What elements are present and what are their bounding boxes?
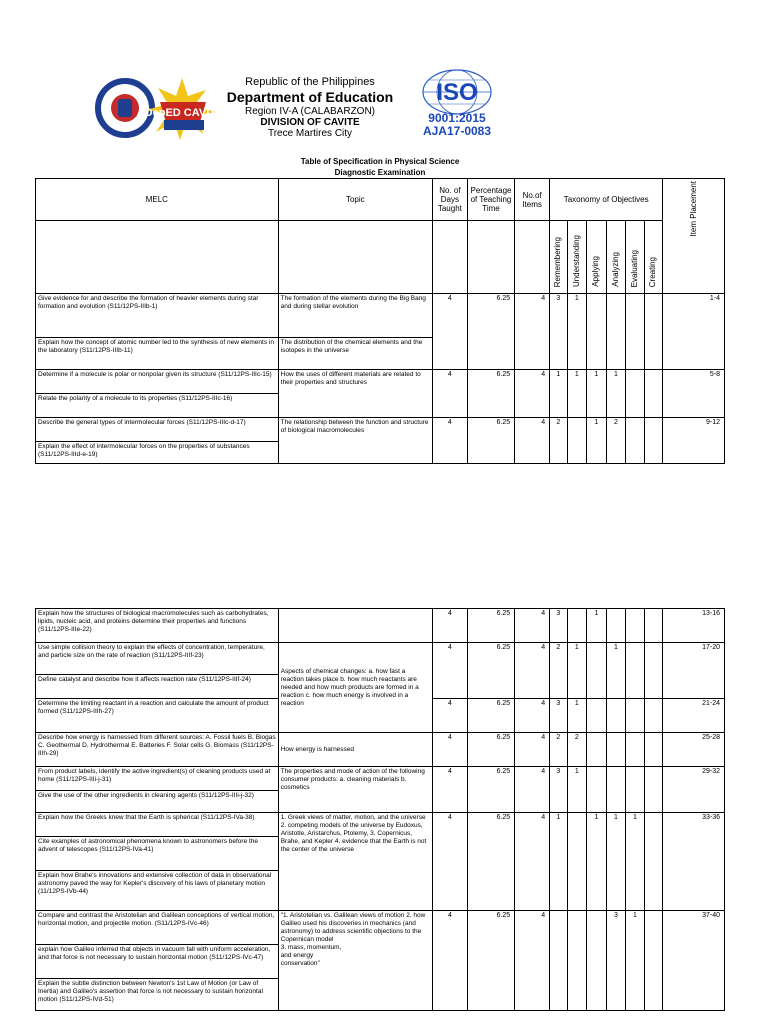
melc-cell: Explain how the concept of atomic number led to the synthesis of new elements in the laboratory (S11/12PS-IIIb-11) [36,338,279,370]
melc-cell: Determine the limiting reactant in a reaction and calculate the amount of product formed (S11/12PS-IIIh-27) [36,699,279,733]
topic-cell [278,609,432,643]
specification-table-1 [35,178,725,464]
melc-cell: Explain how the Greeks knew that the Earth is spherical (S11/12PS-IVa-38) [36,813,279,837]
melc-cell: Explain the subtle distinction between Newton's 1st Law of Motion (or Law of Inertia) and Galileo's assertion that force is not necessary to sustain horizontal motion (S11/12PS-IVd-51) [36,979,279,1011]
topic-cell: How energy is harnessed [278,733,432,767]
department-text: Department of Education [226,89,394,105]
melc-cell: Explain the effect of intermolecular forces on the properties of substances (S11/12PS-IIId-e-19) [36,442,279,464]
header-creating: Creating [644,221,663,294]
melc-cell: Compare and contrast the Aristotelian and Galilean conceptions of vertical motion, horizontal motion, and projectile motion. (S11/12PS-IVc-46) [36,911,279,945]
header-applying: Applying [587,221,607,294]
header-items: No.of Items [515,179,550,221]
topic-cell [278,911,432,1011]
melc-cell: Use simple collision theory to explain the effects of concentration, temperature, and particle size on the rate of reaction (S11/12PS-IIIf-23) [36,643,279,675]
topic-cell: Aspects of chemical changes: a. how fast a reaction takes place b. how much reactants are needed and how much products are formed in a reaction c. how much energy is involved in a reaction [278,643,432,733]
header-understanding: Understanding [567,221,587,294]
region-text: Region IV-A (CALABARZON) [244,106,376,117]
letterhead [200,74,420,139]
iso-logo [420,66,495,138]
division-text: DIVISION OF CAVITE [260,117,360,128]
table-row: Describe how energy is harnessed from different sources: A. Fossil fuels B. Biogas C. Geothermal D. Hydrothermal E. Batteries F. Solar cells G. Biomass (S11/12PS-IIIh-29) How energy is harnessed 4 6.25 4 2 2 25-28 [36,733,725,767]
topic-cell: The formation of the elements during the Big Bang and during stellar evolution [278,294,432,338]
iso-text: ISO [436,79,478,106]
topic-line: conservation" [280,960,320,967]
deped-logo-text: DepED CAVITE [144,107,224,119]
table-row: Describe the general types of intermolecular forces (S11/12PS-IIIc-d-17) The relationship between the function and structure of biological macromolecules 4 6.25 4 2 1 2 9-12 [36,418,725,442]
melc-cell: Cite examples of astronomical phenomena known to astronomers before the advent of telescopes (S11/12PS-IVa-41) [36,837,279,871]
melc-cell: Explain how the structures of biological macromolecules such as carbohydrates, lipids, nucleic acid, and proteins determine their properties and functions (S11/12PS-IIIe-22) [36,609,279,643]
melc-cell: Give the use of the other ingredients in cleaning agents (S11/12PS-IIIi-j-32) [36,791,279,813]
melc-cell: Give evidence for and describe the formation of heavier elements during star formation and evolution (S11/12PS-IIIb-1) [36,294,279,338]
topic-line: and energy [280,952,314,959]
melc-cell: Determine if a molecule is polar or nonpolar given its structure (S11/12PS-IIIc-15) [36,370,279,394]
header-item-placement: Item Placement [663,179,725,294]
header-days: No. of Days Taught [432,179,467,221]
header-topic: Topic [278,179,432,221]
topic-cell: How the uses of different materials are related to their properties and structures [278,370,432,418]
header-analyzing: Analyzing [606,221,626,294]
city-text: Trece Martires City [267,128,353,139]
topic-cell: The relationship between the function and structure of biological macromolecules [278,418,432,464]
title-line-2: Diagnostic Examination [334,168,426,177]
iso-standard: 9001:2015 [428,111,486,125]
header-evaluating: Evaluating [626,221,645,294]
header-percentage: Percentage of Teaching Time [467,179,514,221]
iso-cert: AJA17-0083 [422,124,492,138]
table-row: From product labels, identify the active ingredient(s) of cleaning products used at home (S11/12PS-IIIi-j-31) The properties and mode of action of the following consumer products: a. cleaning materials b. cosmetics 4 6.25 4 3 1 29-32 [36,767,725,791]
topic-line: 2. competing models of the universe by Eudoxus, Aristotle, Aristarchus, Ptolemy, 3. Copernicus, Brahe, and Kepler 4. evidence that the Earth is not the center of the universe [280,822,427,853]
table-row: Compare and contrast the Aristotelian and Galilean conceptions of vertical motion, horizontal motion, and projectile motion. (S11/12PS-IVc-46) "1. Aristotelian vs. Galilean views of motion 2. how Galileo used his discoveries in mechanics (and astronomy) to address scientific objections to the Copernican model 3. mass, momentum, and energy conservation" 4 6.25 4 3 1 37-40 [36,911,725,945]
specification-table-2 [35,608,725,1011]
table-row: Explain how the Greeks knew that the Earth is spherical (S11/12PS-IVa-38) 1. Greek views of matter, motion, and the universe 2. competing models of the universe by Eudoxus, Aristotle, Aristarchus, Ptolemy, 3. Copernicus, Brahe, and Kepler 4. evidence that the Earth is not the center of the universe 4 6.25 4 1 1 1 1 33-36 [36,813,725,837]
melc-cell: Explain how Brahe's innovations and extensive collection of data in observational astronomy paved the way for Kepler's discovery of his laws of planetary motion (11/12PS-IVb-44) [36,871,279,911]
title-line-1: Table of Specification in Physical Science [300,157,460,166]
header-remembering: Remembering [550,221,567,294]
topic-cell: The distribution of the chemical elements and the isotopes in the universe [278,338,432,370]
table-row: Give evidence for and describe the formation of heavier elements during star formation and evolution (S11/12PS-IIIb-1) The formation of the elements during the Big Bang and during stellar evolution 4 6.25 4 3 1 1-4 [36,294,725,338]
topic-cell: The properties and mode of action of the following consumer products: a. cleaning materials b. cosmetics [278,767,432,813]
melc-cell: Describe how energy is harnessed from different sources: A. Fossil fuels B. Biogas C. Geothermal D. Hydrothermal E. Batteries F. Solar cells G. Biomass (S11/12PS-IIIh-29) [36,733,279,767]
header-melc: MELC [36,179,279,221]
topic-line: "1. Aristotelian vs. Galilean views of motion 2. how Galileo used his discoveries in mechanics (and astronomy) to address scientific objections to the Copernican model [280,912,426,943]
melc-cell: Relate the polarity of a molecule to its properties (S11/12PS-IIIc-16) [36,394,279,418]
header-taxonomy: Taxonomy of Objectives [550,179,663,221]
topic-line: 3. mass, momentum, [280,944,342,951]
table-row: Use simple collision theory to explain the effects of concentration, temperature, and particle size on the rate of reaction (S11/12PS-IIIf-23) Aspects of chemical changes: a. how fast a reaction takes place b. how much reactants are needed and how much products are formed in a reaction c. how much energy is involved in a reaction 4 6.25 4 2 1 1 17-20 [36,643,725,675]
table-row: Determine if a molecule is polar or nonpolar given its structure (S11/12PS-IIIc-15) How the uses of different materials are related to their properties and structures 4 6.25 4 1 1 1 1 5-8 [36,370,725,394]
melc-cell: From product labels, identify the active ingredient(s) of cleaning products used at home (S11/12PS-IIIi-j-31) [36,767,279,791]
topic-cell [278,813,432,911]
melc-cell: Describe the general types of intermolecular forces (S11/12PS-IIIc-d-17) [36,418,279,442]
table-row: Determine the limiting reactant in a reaction and calculate the amount of product formed (S11/12PS-IIIh-27) 4 6.25 4 3 1 21-24 [36,699,725,733]
table-row: Explain how the structures of biological macromolecules such as carbohydrates, lipids, nucleic acid, and proteins determine their properties and functions (S11/12PS-IIIe-22) 4 6.25 4 3 1 13-16 [36,609,725,643]
document-title [230,156,530,178]
republic-text: Republic of the Philippines [245,76,375,88]
melc-cell: Define catalyst and describe how it affects reaction rate (S11/12PS-IIIf-24) [36,675,279,699]
melc-cell: explain how Galileo inferred that objects in vacuum fall with uniform acceleration, and that force is not necessary to sustain horizontal motion (S11/12PS-IVc-47) [36,945,279,979]
topic-line: 1. Greek views of matter, motion, and the universe [280,814,426,821]
